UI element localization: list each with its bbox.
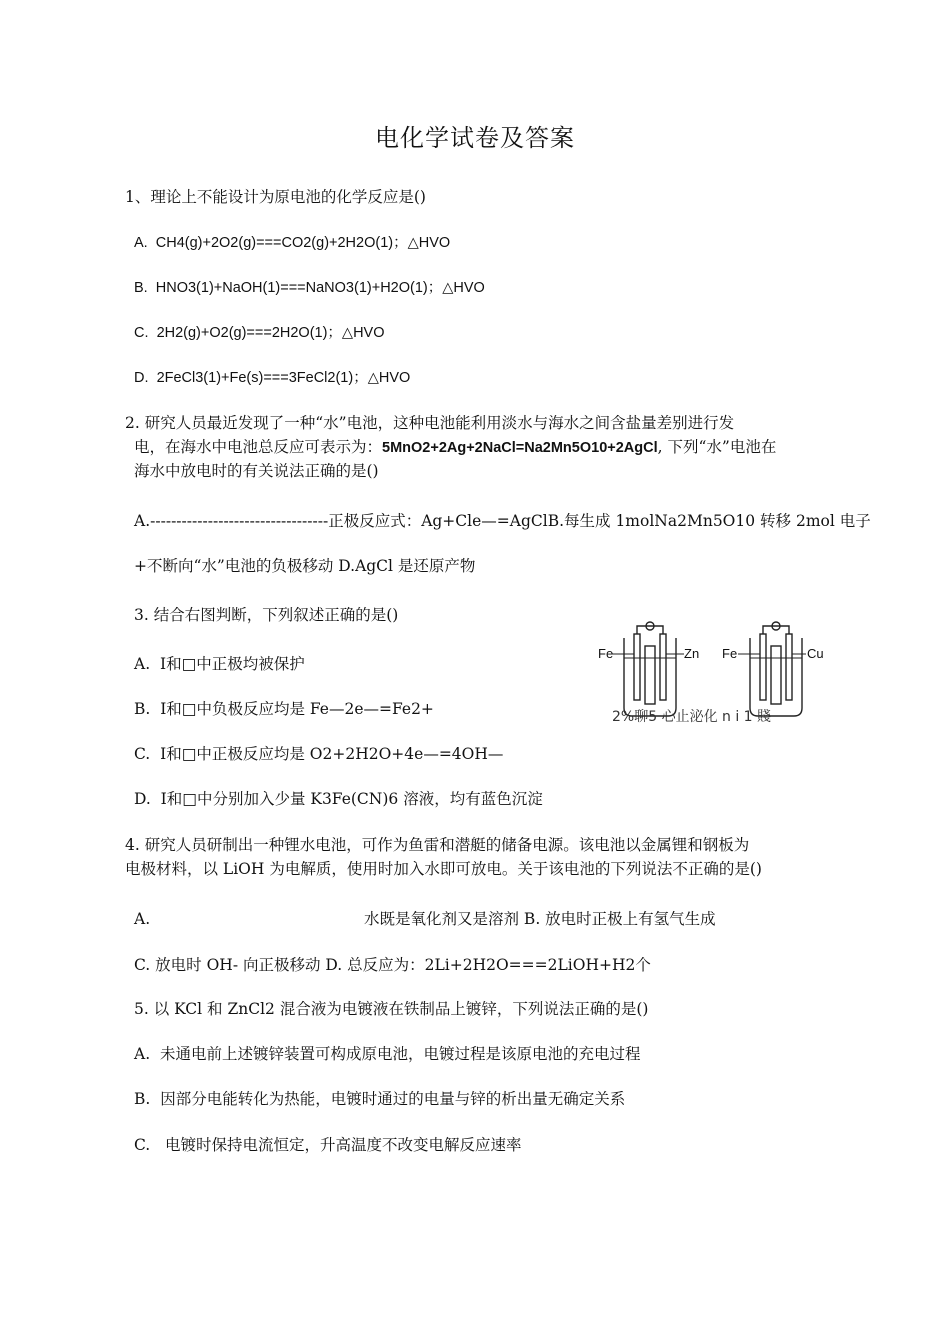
q1-option-c [134,322,385,344]
q3-option-d [134,788,543,810]
q4-stem-line1: 4. 研究人员研制出一种锂水电池，可作为鱼雷和潜艇的储备电源。该电池以金属锂和钢板为 [125,836,750,854]
q2-stem-line3: 海水中放电时的有关说法正确的是() [134,462,379,480]
q3-option-d-text: Ⅰ和□中分别加入少量 K3Fe(CN)6 溶液，均有蓝色沉淀 [160,790,543,808]
q3-stem: 3. 结合右图判断，下列叙述正确的是() [134,606,399,624]
q1-option-b-text: HNO3(1)+NaOH(1)===NaNO3(1)+H2O(1)；△HVO [155,280,485,296]
salt-bridge-2 [771,646,781,704]
q5-option-c [134,1134,522,1156]
page-title: 电化学试卷及答案 [375,124,575,152]
q3-option-a-text: Ⅰ和□中正极均被保护 [159,655,305,673]
q3-option-d-label: D. [134,790,151,808]
q3-option-c-text: Ⅰ和□中正极反应均是 O2+2H2O+4e—=4OH— [160,745,504,763]
electrode-fe-2 [760,634,766,700]
q1-option-d [134,367,410,389]
q3-option-c [134,743,503,765]
q5-option-c-text: 电镀时保持电流恒定，升高温度不改变电解反应速率 [165,1136,522,1154]
q1-option-a [134,232,450,254]
q1-option-d-text: 2FeCl3(1)+Fe(s)===3FeCl2(1)；△HVO [156,370,411,386]
electrode-cu [786,634,792,700]
label-zn: Zn [684,646,700,661]
q1-option-c-label: C. [134,325,149,341]
figure-caption: 2%聊5 心止泌化 n i 1 賤 [612,709,772,725]
q1-option-d-label: D. [134,370,149,386]
q3-option-a-label: A. [134,655,151,673]
q4-option-a-label: A. [134,910,151,928]
q1-option-a-label: A. [134,235,148,251]
q2-stem-line2-pre: 电，在海水中电池总反应可表示为： [134,438,383,456]
q2-stem-line1: 2. 研究人员最近发现了一种“水”电池，这种电池能利用淡水与海水之间含盐量差别进行发 [125,414,735,432]
q2-stem-line2-post: , 下列“水”电池在 [657,438,777,456]
q1-option-a-text: CH4(g)+2O2(g)===CO2(g)+2H2O(1)；△HVO [155,235,451,251]
salt-bridge-1 [645,646,655,704]
q4-options-cd: C. 放电时 OH- 向正极移动 D. 总反应为：2Li+2H2O===2LiOH+H2个 [134,956,651,974]
q5-stem: 5. 以 KCl 和 ZnCl2 混合液为电镀液在铁制品上镀锌，下列说法正确的是() [134,1000,649,1018]
label-fe-1: Fe [598,646,614,661]
q5-option-b-label: B. [134,1090,151,1108]
q3-option-b-label: B. [134,700,151,718]
label-fe-2: Fe [722,646,738,661]
q5-option-b-text: 因部分电能转化为热能，电镀时通过的电量与锌的析出量无确定关系 [160,1090,626,1108]
q5-option-a-text: 未通电前上述镀锌装置可构成原电池，电镀过程是该原电池的充电过程 [159,1045,641,1063]
q5-option-c-label: C. [134,1136,151,1154]
q4-stem-line2: 电极材料，以 LiOH 为电解质，使用时加入水即可放电。关于该电池的下列说法不正确的是() [125,860,762,878]
q4-options-ab: 水既是氧化剂又是溶剂 B. 放电时正极上有氢气生成 [364,910,716,928]
q3-option-b-text: Ⅰ和□中负极反应均是 Fe—2e—=Fe2+ [160,700,434,718]
q1-option-b [134,277,485,299]
q5-option-b [134,1088,625,1110]
q5-option-a [134,1043,641,1065]
q1-option-c-text: 2H2(g)+O2(g)===2H2O(1)；△HVO [156,325,385,341]
q5-option-a-label: A. [134,1045,151,1063]
q3-option-c-label: C. [134,745,151,763]
q3-option-b [134,698,434,720]
q2-equation: 5MnO2+2Ag+2NaCl=Na2Mn5O10+2AgCl [382,440,658,456]
q1-option-b-label: B. [134,280,148,296]
label-cu: Cu [807,646,824,661]
q2-stem-line2 [134,436,776,459]
electrode-fe-1 [634,634,640,700]
q3-option-a [134,653,305,675]
electrode-zn [660,634,666,700]
q1-stem: 1、理论上不能设计为原电池的化学反应是() [125,188,426,206]
q2-options-cd: +不断向“水”电池的负极移动 D.AgCl 是还原产物 [134,557,476,575]
q2-options-ab: A.----------------------------------正极反应式：Ag+Cle—=AgClB.每生成 1molNa2Mn5O10 转移 2mol 电子 [134,512,871,530]
